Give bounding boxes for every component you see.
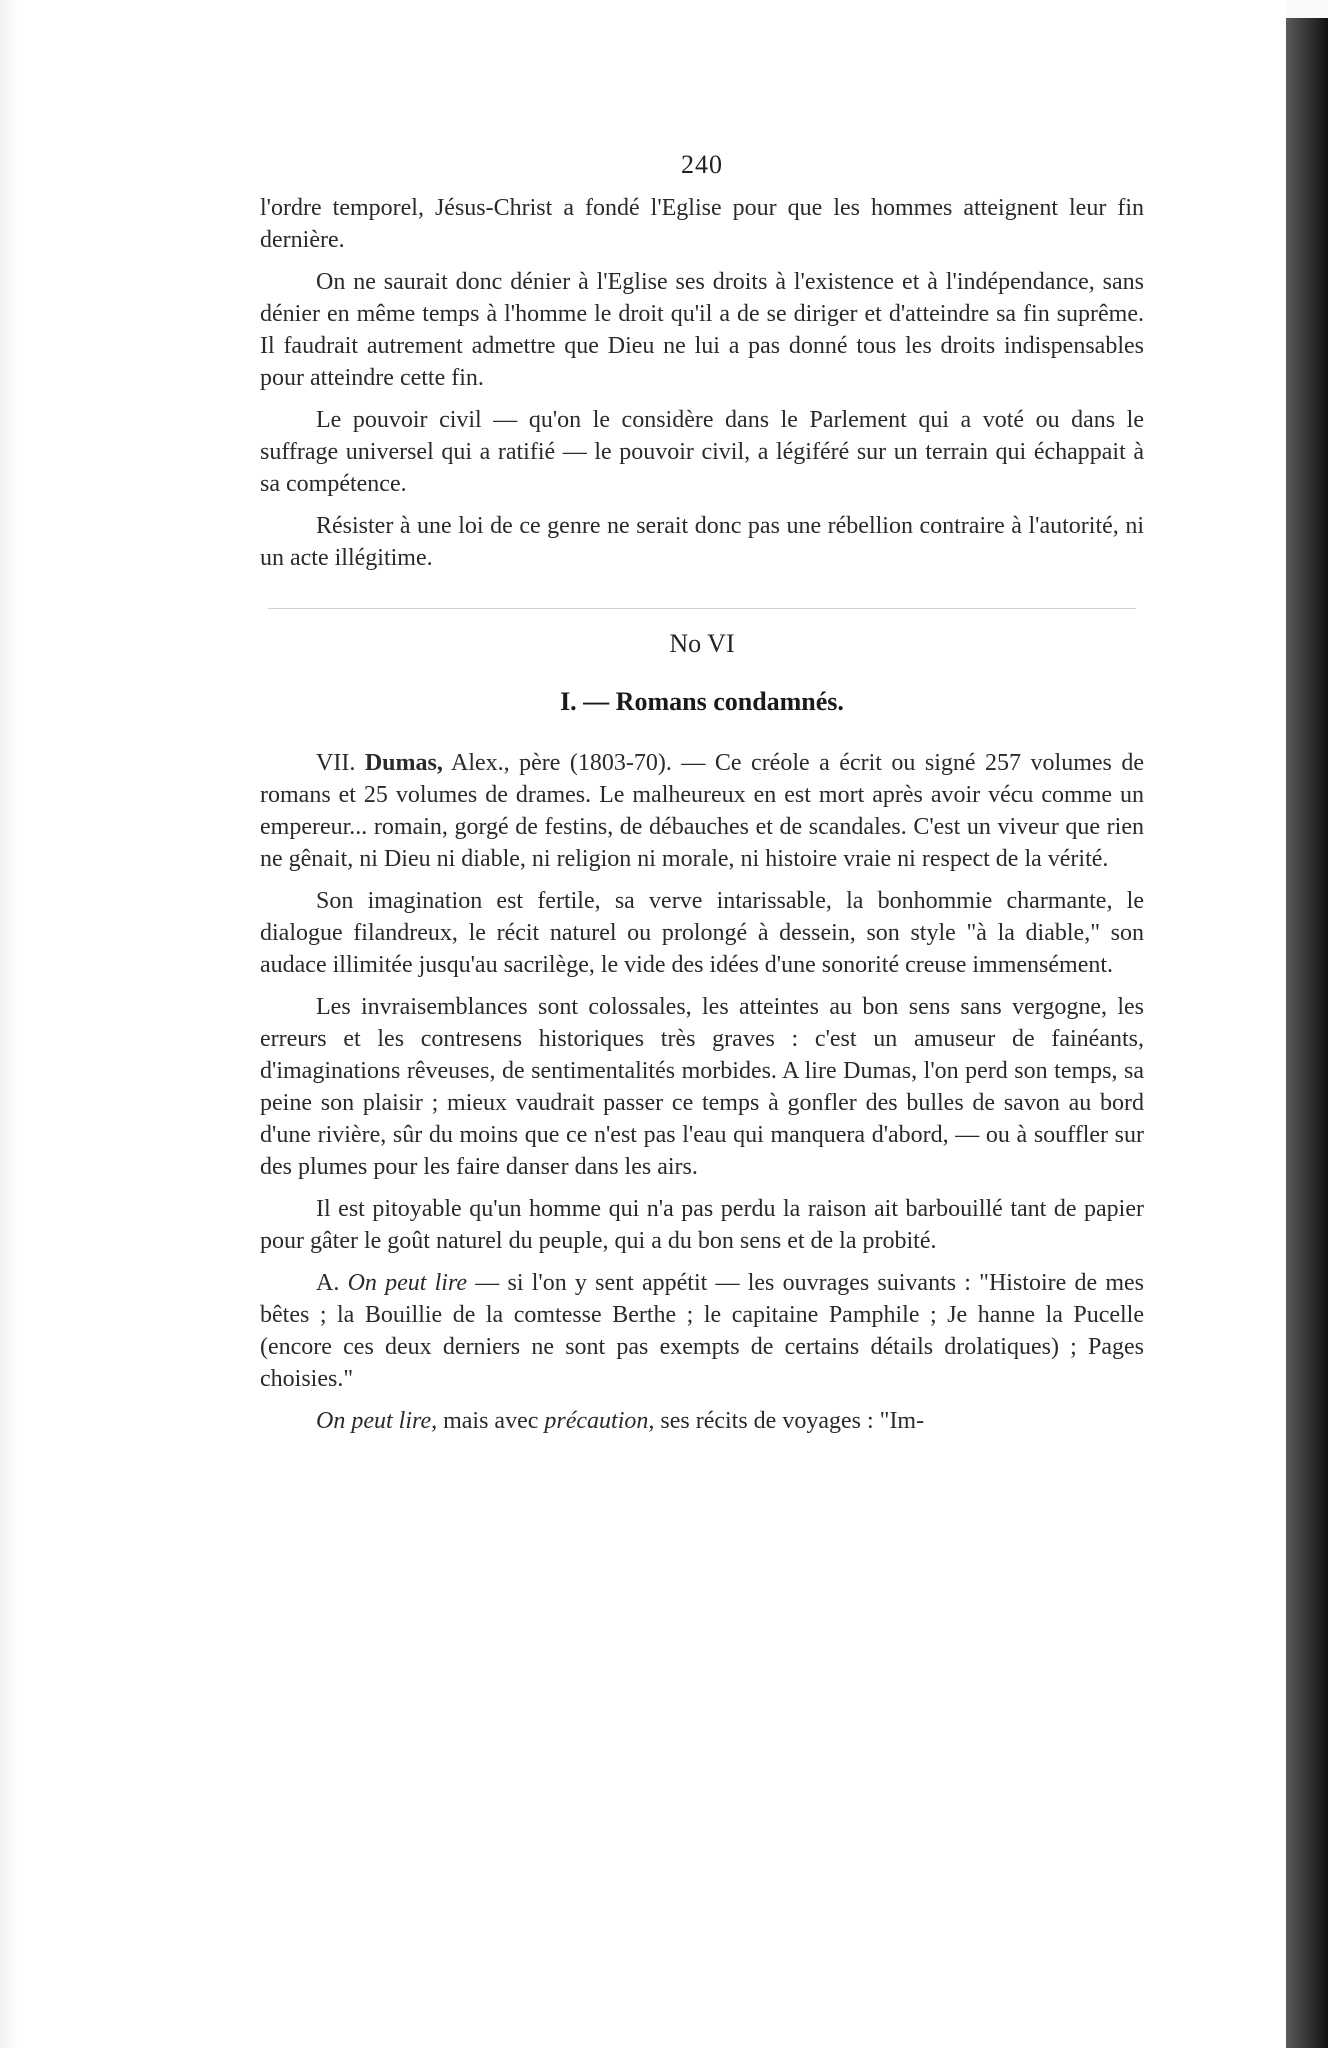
entry-caution-phrase-two: précaution, bbox=[544, 1408, 655, 1434]
entry-caution-text-one: mais avec bbox=[437, 1408, 545, 1434]
entry-style-paragraph: Son imagination est fertile, sa verve intarissable, la bonhommie charmante, le dialogue filandreux, le récit naturel ou prolongé à dessein, son style "à la diable," son audace illimitée jusqu'au sacrilège, le vide des idées d'une sonorité creuse immensément. bbox=[260, 888, 1144, 978]
section-title: I. — Romans condamnés. bbox=[560, 687, 844, 716]
paragraph-civil-power: Le pouvoir civil — qu'on le considère dans le Parlement qui a voté ou dans le suffrage universel qui a ratifié — le pouvoir civil, a légiféré sur un terrain qui échappait à sa compétence. bbox=[260, 407, 1144, 497]
section-divider bbox=[268, 608, 1136, 609]
entry-caution-text-two: ses récits de voyages : "Im- bbox=[654, 1408, 925, 1434]
scan-dark-edge bbox=[1286, 18, 1328, 2048]
entry-number: VII. bbox=[316, 750, 356, 776]
entry-recommended-works-paragraph bbox=[260, 1267, 1144, 1395]
paragraph-church-rights: On ne saurait donc dénier à l'Eglise ses droits à l'existence et à l'indépendance, sans dénier en même temps à l'homme le droit qu'il a de se diriger et d'atteindre sa fin suprême. Il faudrait autrement admettre que Dieu ne lui a pas donné tous les droits indispensables pour atteindre cette fin. bbox=[260, 269, 1144, 391]
entry-intro-text: Alex., père (1803-70). — Ce créole a écrit ou signé 257 volumes de romans et 25 volumes de drames. Le malheureux en est mort après avoir vécu comme un empereur... romain, gorgé de festins, de débauches et de scandales. C'est un viveur que rien ne gênait, ni Dieu ni diable, ni religion ni morale, ni histoire vraie ni respect de la vérité. bbox=[260, 750, 1145, 872]
entry-caution-paragraph bbox=[260, 1405, 1144, 1437]
entry-author-name: Dumas, bbox=[364, 750, 443, 776]
entry-intro-paragraph bbox=[260, 747, 1144, 875]
entry-caution-phrase-one: On peut lire, bbox=[316, 1408, 438, 1434]
entry-critique-paragraph: Les invraisemblances sont colossales, les atteintes au bon sens sans vergogne, les erreurs et les contresens historiques très graves : c'est un amuseur de fainéants, d'imaginations rêveuses, de sentimentalités morbides. A lire Dumas, l'on perd son temps, sa peine son plaisir ; mieux vaudrait passer ce temps à gonfler des bulles de savon au bord d'une rivière, sûr du moins que ce n'est pas l'eau qui manquera d'abord, — ou à souffler sur des plumes pour les faire danser dans les airs. bbox=[260, 994, 1144, 1180]
section-number: No VI bbox=[669, 629, 735, 658]
entry-conclusion-paragraph: Il est pitoyable qu'un homme qui n'a pas perdu la raison ait barbouillé tant de papier pour gâter le goût naturel du peuple, qui a du bon sens et de la probité. bbox=[260, 1196, 1144, 1254]
book-page bbox=[260, 150, 1144, 2030]
paragraph-resistance: Résister à une loi de ce genre ne serait donc pas une rébellion contraire à l'autorité, ni un acte illégitime. bbox=[260, 513, 1144, 571]
page-number: 240 bbox=[681, 150, 723, 179]
entry-recommended-text: — si l'on y sent appétit — les ouvrages suivants : "Histoire de mes bêtes ; la Bouillie de la comtesse Berthe ; le capitaine Pamphile ; Je hanne la Pucelle (encore ces deux derniers ne sont pas exempts de certains détails drolatiques) ; Pages choisies." bbox=[260, 1270, 1145, 1392]
entry-recommended-phrase: On peut lire bbox=[347, 1270, 468, 1296]
entry-subsection-label: A. bbox=[316, 1270, 340, 1296]
continuation-paragraph: l'ordre temporel, Jésus-Christ a fondé l'Eglise pour que les hommes atteignent leur fin dernière. bbox=[260, 195, 1144, 253]
page-left-edge bbox=[0, 0, 18, 2048]
